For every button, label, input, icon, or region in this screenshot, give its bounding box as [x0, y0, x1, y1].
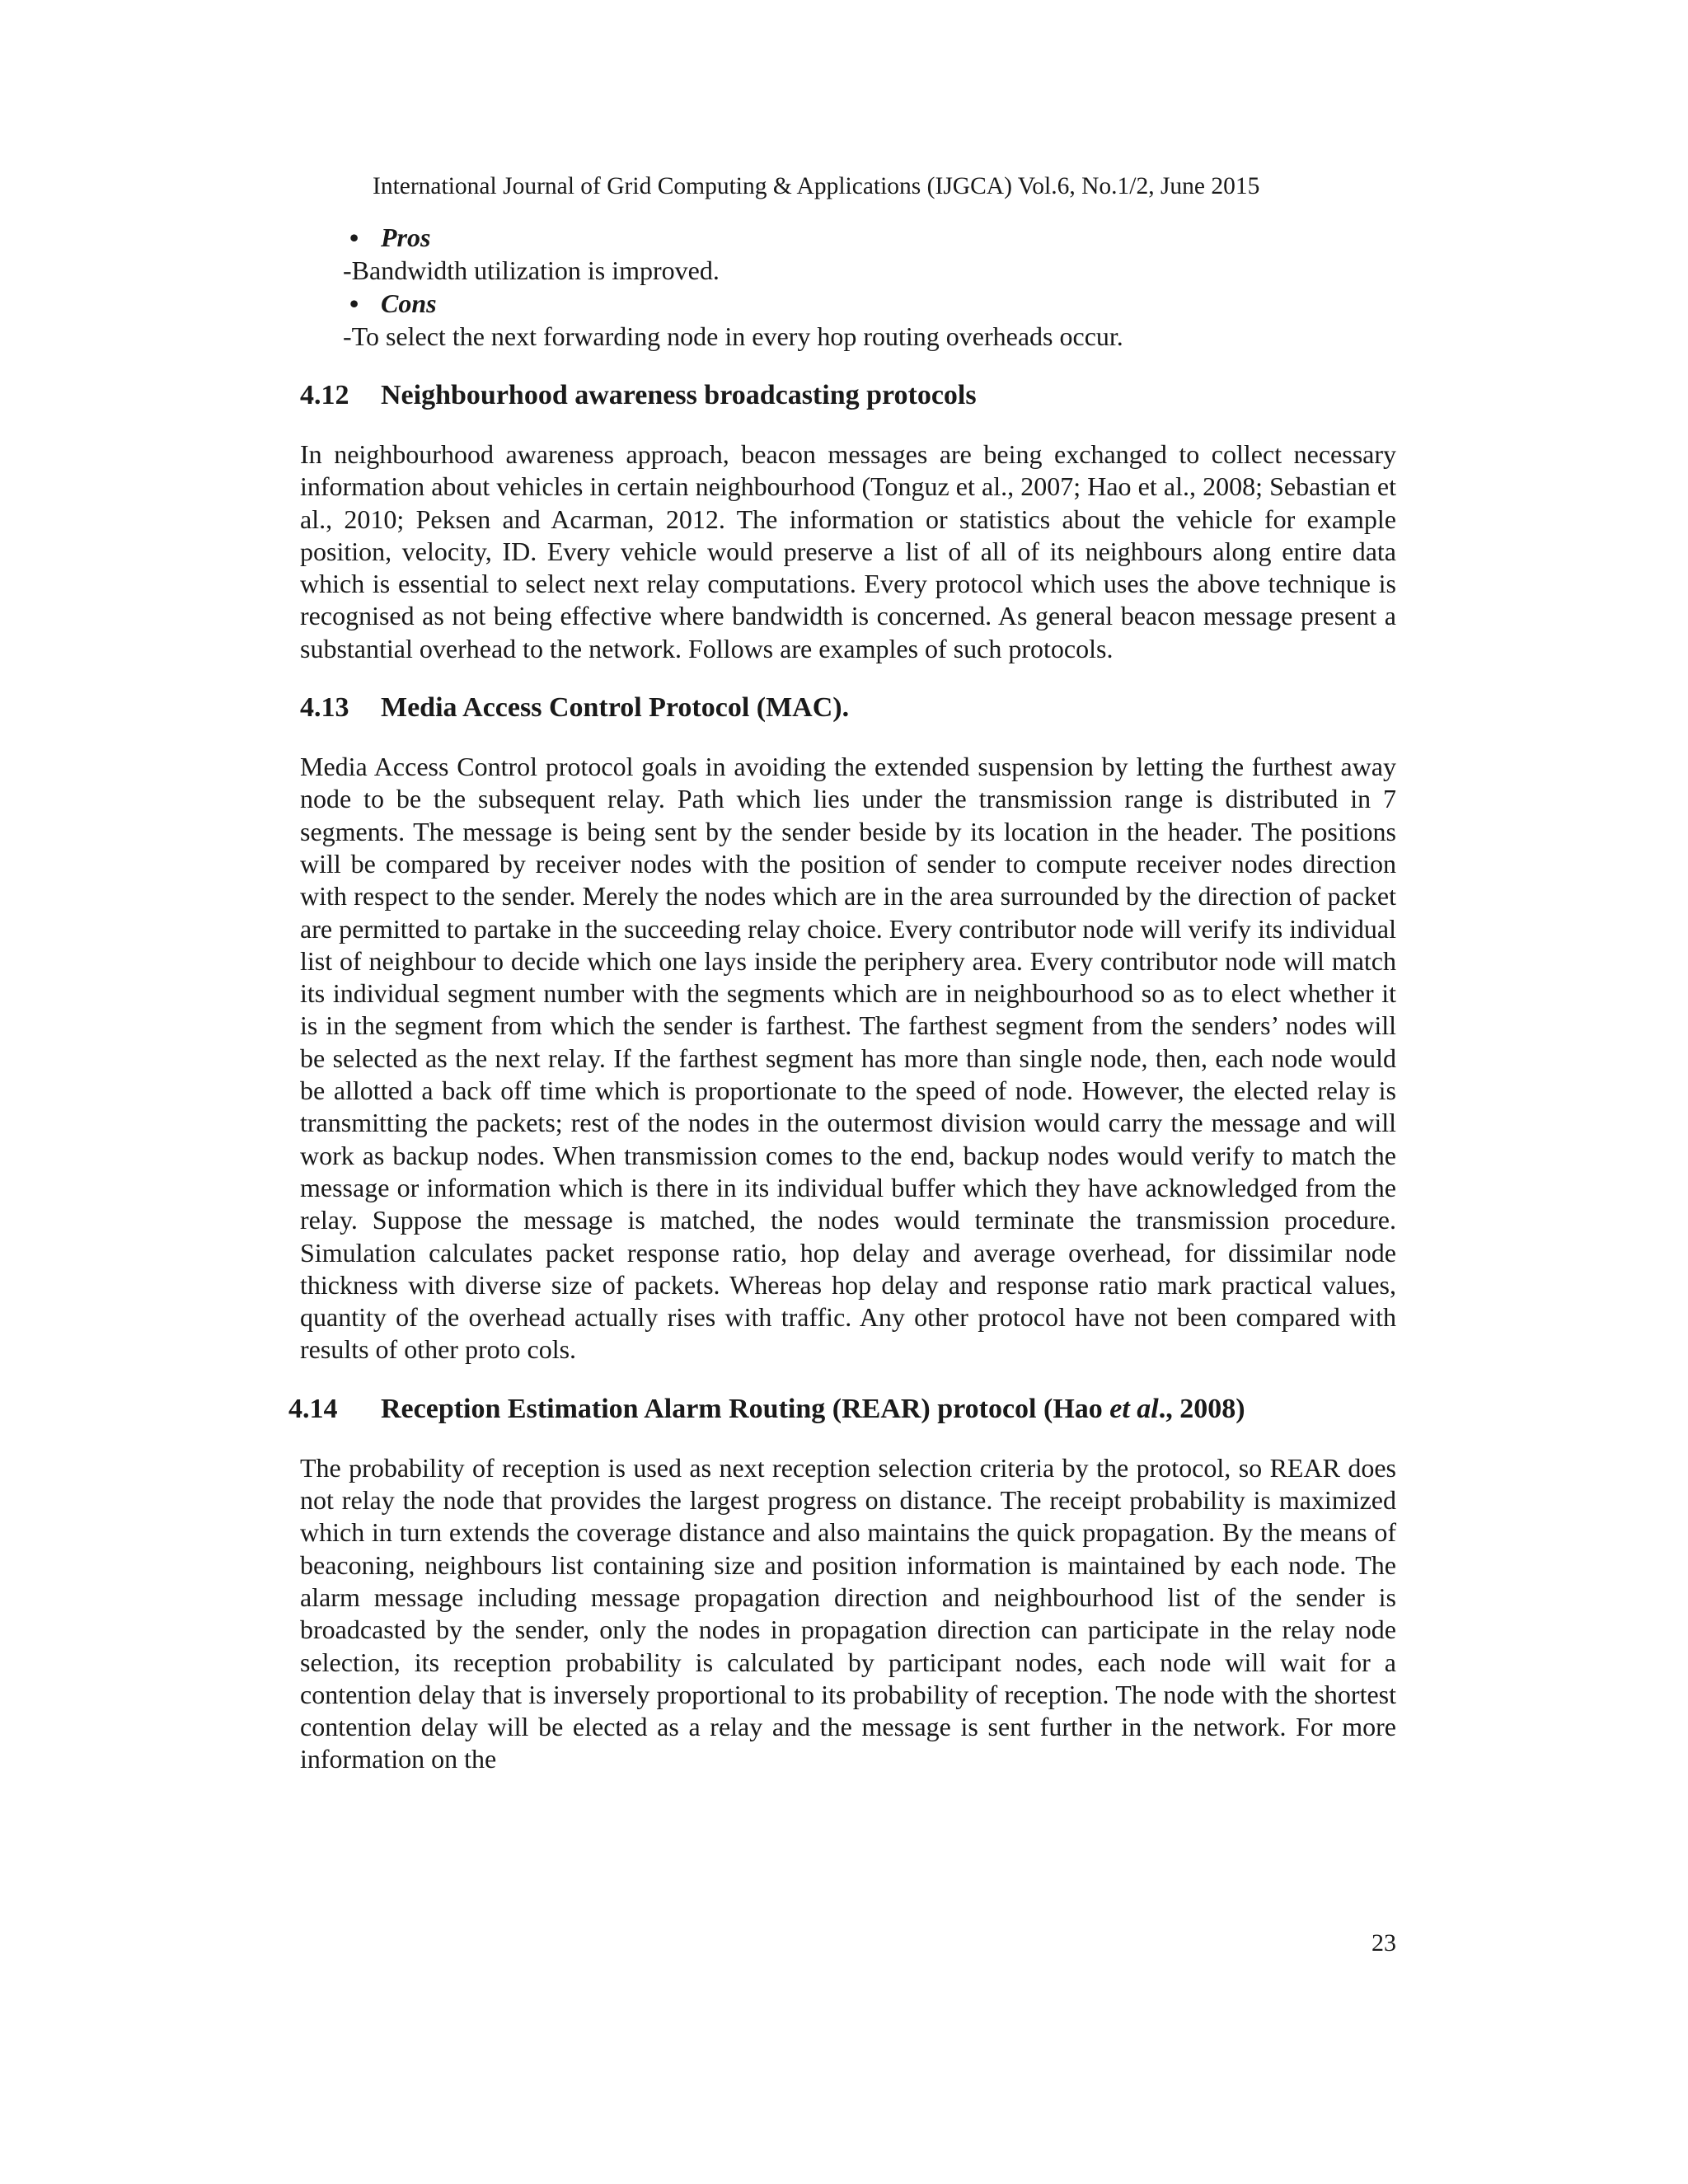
section-heading-4-13	[300, 690, 1396, 726]
page-number: 23	[1372, 1929, 1396, 1957]
pros-bullet	[300, 221, 1396, 254]
section-4-12-paragraph: In neighbourhood awareness approach, beacon messages are being exchanged to collect necessary information about vehicles in certain neighbourhood (Tonguz et al., 2007; Hao et al., 2008; Sebastian et al., 2010; Peksen and Acarman, 2012. The information or statistics about the vehicle for example position, velocity, ID. Every vehicle would preserve a list of all of its neighbours along entire data which is essential to select next relay computations. Every protocol which uses the above technique is recognised as not being effective where bandwidth is concerned. As general beacon message present a substantial overhead to the network. Follows are examples of such protocols.	[300, 439, 1396, 663]
section-title-part1: Reception Estimation Alarm Routing (REAR) protocol (Hao	[381, 1393, 1110, 1424]
section-title-part2: ., 2008)	[1158, 1393, 1245, 1424]
bullet-icon: •	[349, 288, 359, 318]
pros-label: Pros	[381, 223, 431, 252]
section-4-14-paragraph: The probability of reception is used as next reception selection criteria by the protocol, so REAR does not relay the node that provides the largest progress on distance. The receipt probability is maximized which in turn extends the coverage distance and also maintains the quick propagation. By the means of beaconing, neighbours list containing size and position information is maintained by each node. The alarm message including message propagation direction and neighbourhood list of the sender is broadcasted by the sender, only the nodes in propagation direction can participate in the relay node selection, its reception probability is calculated by participant nodes, each node will wait for a contention delay that is inversely proportional to its probability of reception. The node with the shortest contention delay will be elected as a relay and the message is sent further in the network. For more information on the	[300, 1452, 1396, 1774]
section-number: 4.13	[300, 692, 349, 724]
section-4-13-paragraph: Media Access Control protocol goals in avoiding the extended suspension by letting the furthest away node to be the subsequent relay. Path which lies under the transmission range is distributed in 7 segments. The message is being sent by the sender beside by its location in the header. The positions will be compared by receiver nodes with the position of sender to compute receiver nodes direction with respect to the sender. Merely the nodes which are in the area surrounded by the direction of packet are permitted to partake in the succeeding relay choice. Every contributor node will verify its individual list of neighbour to decide which one lays inside the periphery area. Every contributor node will match its individual segment number with the segments which are in neighbourhood so as to elect whether it is in the segment from which the sender is farthest. The farthest segment from the senders’ nodes will be selected as the next relay. If the farthest segment has more than single node, then, each node would be allotted a back off time which is proportionate to the speed of node. However, the elected relay is transmitting the packets; rest of the nodes in the outermost division would carry the message and will work as backup nodes. When transmission comes to the end, backup nodes would verify to match the message or information which is there in its individual buffer which they have acknowledged from the relay. Suppose the message is matched, the nodes would terminate the transmission procedure. Simulation calculates packet response ratio, hop delay and average overhead, for dissimilar node thickness with diverse size of packets. Whereas hop delay and response ratio mark practical values, quantity of the overhead actually rises with traffic. Any other protocol have not been compared with results of other proto cols.	[300, 752, 1396, 1365]
bullet-icon: •	[349, 223, 359, 252]
running-header: International Journal of Grid Computing & Applications (IJGCA) Vol.6, No.1/2, June 2015	[373, 173, 1260, 199]
section-title-italic: et al	[1109, 1393, 1159, 1424]
section-heading-4-12	[300, 377, 1396, 414]
cons-bullet	[300, 287, 1396, 320]
pros-text: -Bandwidth utilization is improved.	[343, 255, 720, 285]
section-number: 4.12	[300, 380, 349, 410]
page-content	[288, 221, 1396, 1776]
section-heading-4-14	[288, 1391, 1396, 1427]
section-title: Neighbourhood awareness broadcasting protocols	[381, 380, 977, 410]
cons-label: Cons	[381, 288, 437, 318]
section-title: Media Access Control Protocol (MAC).	[381, 692, 850, 724]
section-number: 4.14	[288, 1393, 338, 1424]
cons-text: -To select the next forwarding node in every hop routing overheads occur.	[343, 321, 1123, 351]
